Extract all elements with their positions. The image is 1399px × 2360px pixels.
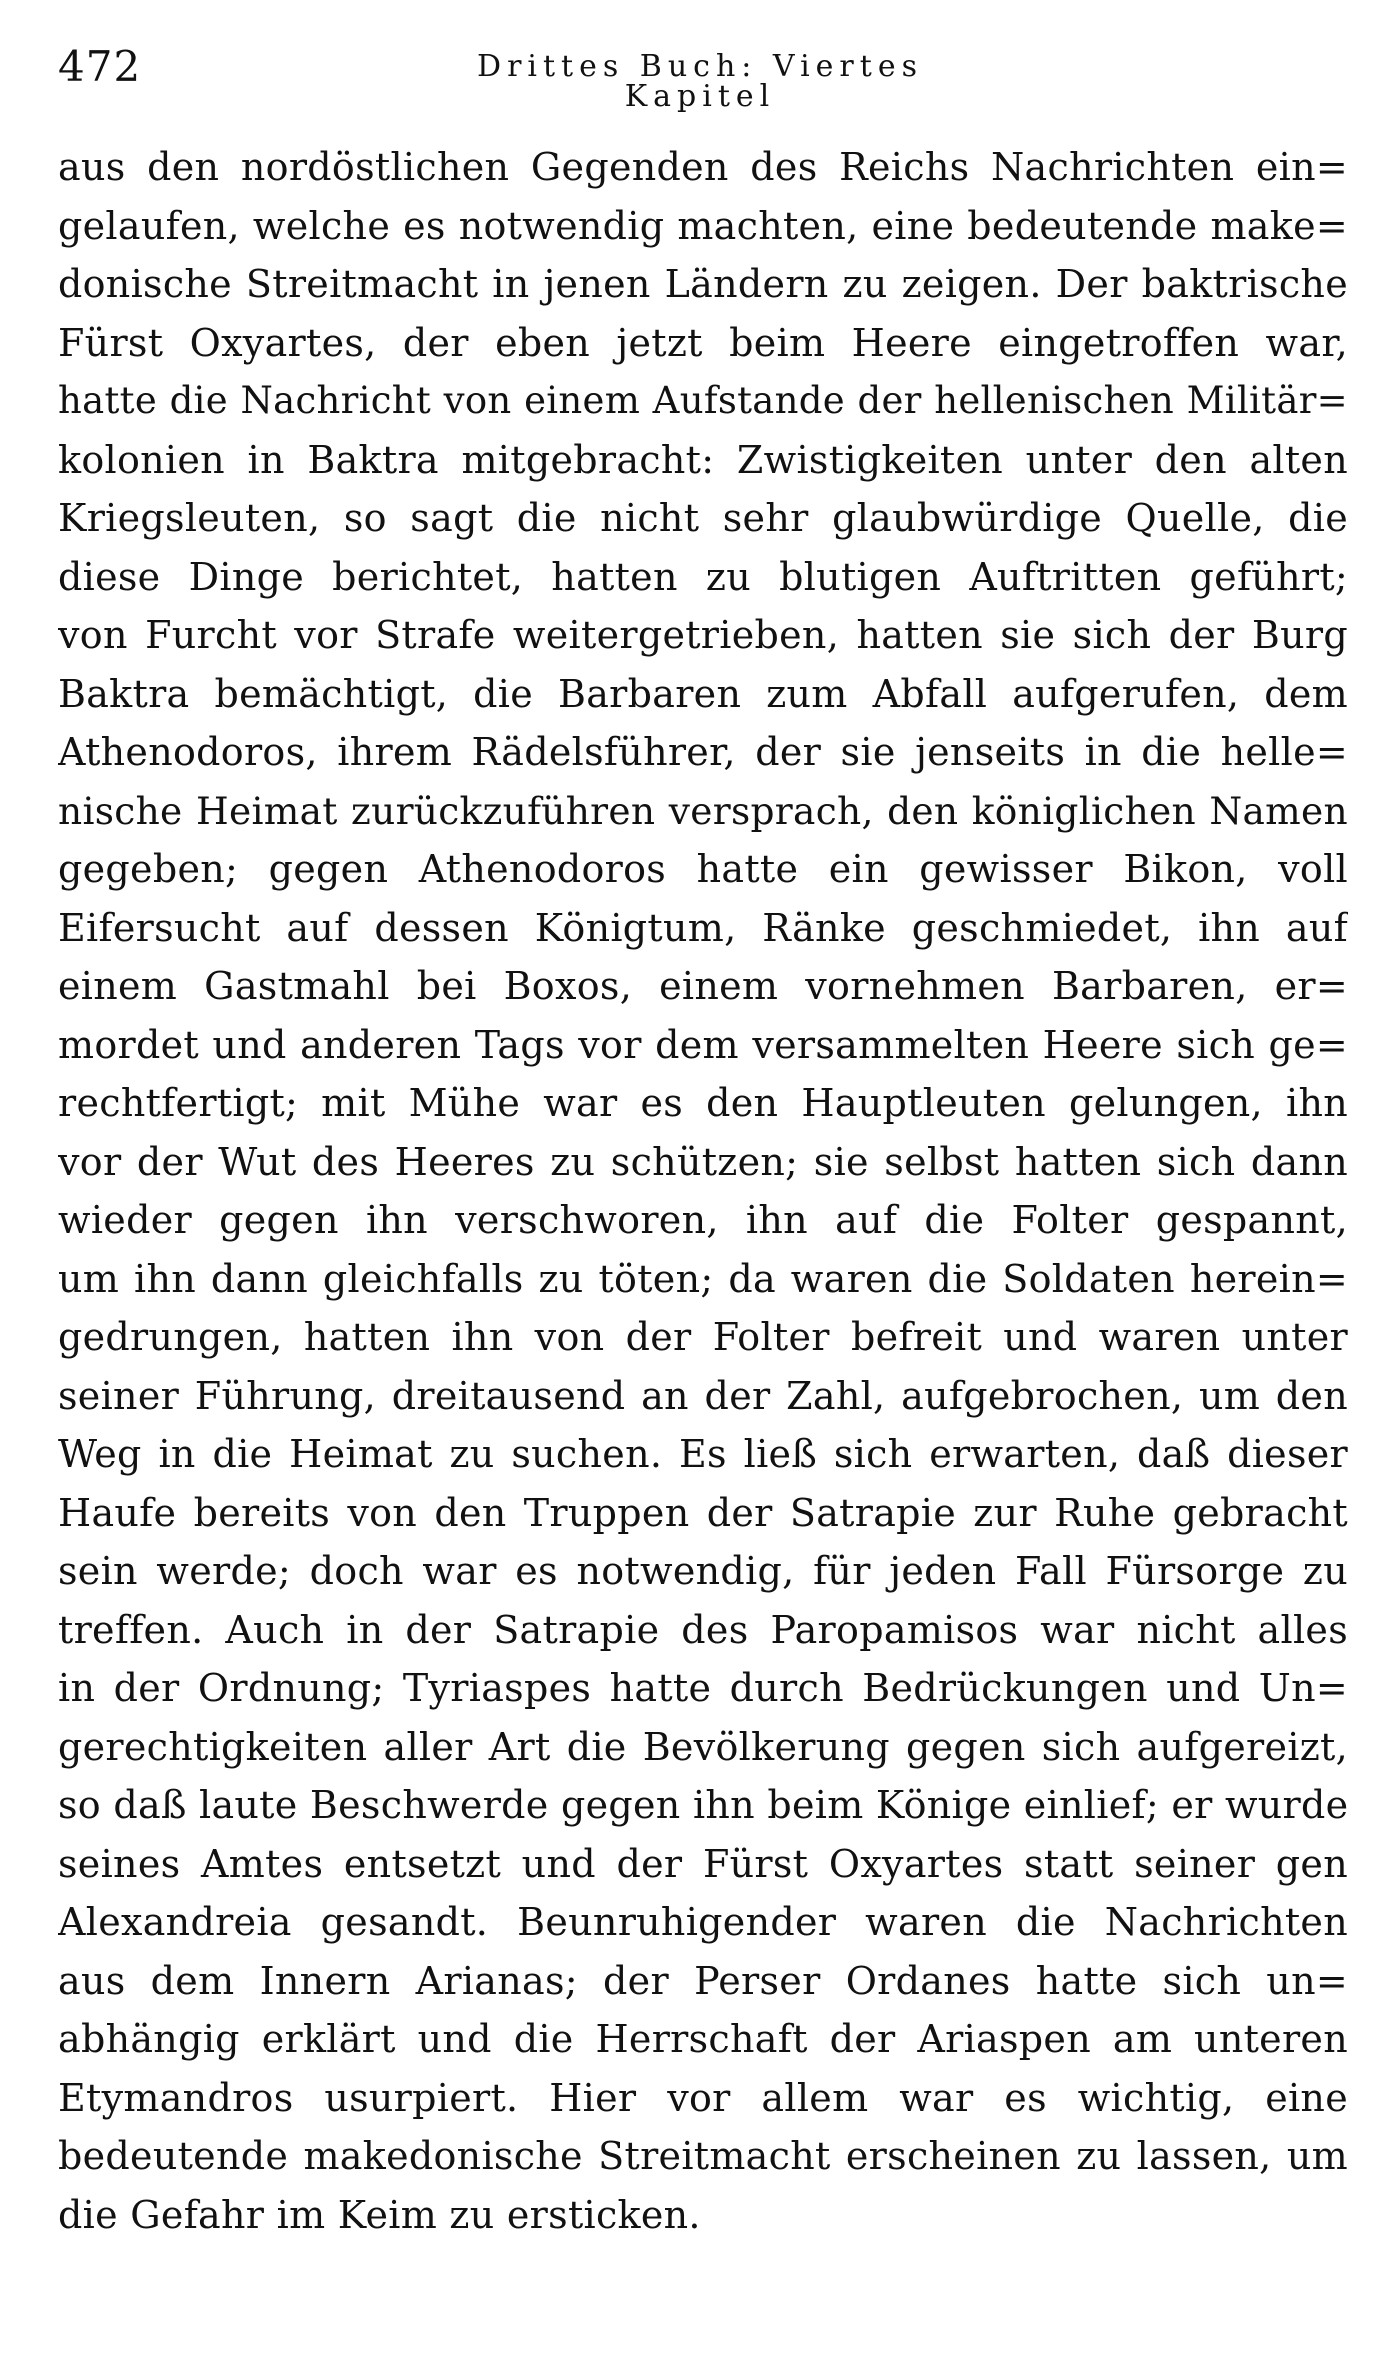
text-line: hatte die Nachricht von einem Aufstande der hellenischen Militär= [58, 379, 1348, 422]
text-line: die Gefahr im Keim zu ersticken. [58, 2192, 701, 2237]
text-line: abhängig erklärt und die Herrschaft der Ariaspen am unteren [58, 2017, 1348, 2061]
text-line: in der Ordnung; Tyriaspes hatte durch Bedrückungen und Un= [58, 1666, 1348, 1710]
text-line: diese Dinge berichtet, hatten zu blutigen Auftritten geführt; [58, 554, 1348, 599]
text-line: aus dem Innern Arianas; der Perser Ordanes hatte sich un= [58, 1958, 1348, 2003]
text-line: von Furcht vor Strafe weitergetrieben, hatten sie sich der Burg [58, 613, 1348, 657]
text-line: wieder gegen ihn verschworen, ihn auf die Folter gespannt, [58, 1198, 1348, 1242]
text-line: um ihn dann gleichfalls zu töten; da waren die Soldaten herein= [58, 1256, 1348, 1301]
text-line: nische Heimat zurückzuführen versprach, den königlichen Namen [58, 788, 1348, 833]
page-number: 472 [58, 42, 142, 91]
text-line: Athenodoros, ihrem Rädelsführer, der sie jenseits in die helle= [58, 730, 1348, 774]
text-line: treffen. Auch in der Satrapie des Paropamisos war nicht alles [58, 1607, 1348, 1652]
text-line: kolonien in Baktra mitgebracht: Zwistigkeiten unter den alten [58, 437, 1348, 482]
text-line: seines Amtes entsetzt und der Fürst Oxyartes statt seiner gen [58, 1841, 1348, 1886]
text-line: mordet und anderen Tags vor dem versammelten Heere sich ge= [58, 1022, 1348, 1067]
text-line: gedrungen, hatten ihn von der Folter befreit und waren unter [58, 1315, 1348, 1359]
text-line: donische Streitmacht in jenen Ländern zu zeigen. Der baktrische [58, 262, 1348, 306]
text-line: einem Gastmahl bei Boxos, einem vornehmen Barbaren, er= [58, 964, 1348, 1008]
text-line: gerechtigkeiten aller Art die Bevölkerung gegen sich aufgereizt, [58, 1724, 1348, 1769]
text-line: rechtfertigt; mit Mühe war es den Hauptleuten gelungen, ihn [58, 1081, 1348, 1125]
text-line: gelaufen, welche es notwendig machten, eine bedeutende make= [58, 203, 1348, 248]
text-line: Baktra bemächtigt, die Barbaren zum Abfall aufgerufen, dem [58, 671, 1348, 716]
text-line: so daß laute Beschwerde gegen ihn beim Könige einlief; er wurde [58, 1783, 1348, 1827]
text-line: gegeben; gegen Athenodoros hatte ein gewisser Bikon, voll [58, 847, 1348, 891]
text-line: sein werde; doch war es notwendig, für jeden Fall Fürsorge zu [58, 1549, 1348, 1593]
text-line: Fürst Oxyartes, der eben jetzt beim Heere eingetroffen war, [58, 320, 1348, 365]
running-head: Drittes Buch: Viertes Kapitel [477, 49, 923, 114]
text-line: vor der Wut des Heeres zu schützen; sie selbst hatten sich dann [58, 1139, 1348, 1184]
text-line: Weg in die Heimat zu suchen. Es ließ sich erwarten, daß dieser [58, 1432, 1348, 1476]
text-line: aus den nordöstlichen Gegenden des Reichs Nachrichten ein= [58, 145, 1348, 189]
text-line: bedeutende makedonische Streitmacht erscheinen zu lassen, um [58, 2134, 1348, 2178]
text-line: Kriegsleuten, so sagt die nicht sehr glaubwürdige Quelle, die [58, 496, 1348, 540]
text-line: Haufe bereits von den Truppen der Satrapie zur Ruhe gebracht [58, 1490, 1348, 1535]
text-line: Etymandros usurpiert. Hier vor allem war es wichtig, eine [58, 2075, 1348, 2120]
body-text [58, 138, 1348, 2244]
text-line: Alexandreia gesandt. Beunruhigender waren die Nachrichten [58, 1900, 1348, 1944]
text-line: seiner Führung, dreitausend an der Zahl, aufgebrochen, um den [58, 1373, 1348, 1418]
text-line: Eifersucht auf dessen Königtum, Ränke geschmiedet, ihn auf [58, 905, 1348, 950]
